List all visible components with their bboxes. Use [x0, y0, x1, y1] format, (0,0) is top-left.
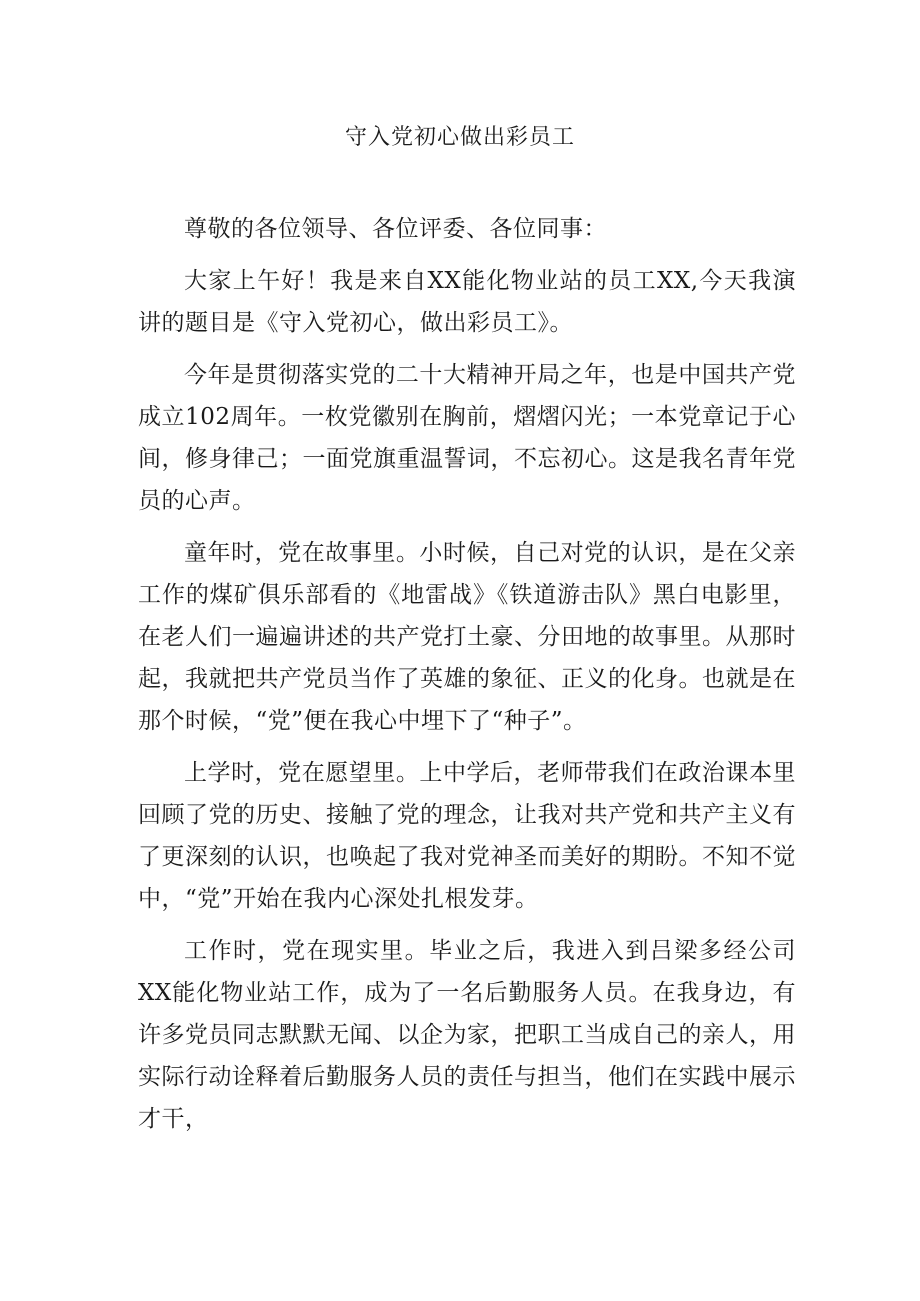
paragraph-work: 工作时，党在现实里。毕业之后，我进入到吕梁多经公司XX能化物业站工作，成为了一名后勤服务人员。在我身边，有许多党员同志默默无闻、以企为家，把职工当成自己的亲人，用实际行动诠释着后勤服务人员的责任与担当，他们在实践中展示才干， [138, 938, 796, 1132]
paragraph-school: 上学时，党在愿望里。上中学后，老师带我们在政治课本里回顾了党的历史、接触了党的理念，让我对共产党和共产主义有了更深刻的认识，也唤起了我对党神圣而美好的期盼。不知不觉中，“党”开始在我内心深处扎根发芽。 [138, 760, 796, 912]
paragraph-childhood: 童年时，党在故事里。小时候，自己对党的认识，是在父亲工作的煤矿俱乐部看的《地雷战》《铁道游击队》黑白电影里，在老人们一遍遍讲述的共产党打土豪、分田地的故事里。从那时起，我就把共产党员当作了英雄的象征、正义的化身。也就是在那个时候，“党”便在我心中埋下了“种子”。 [138, 540, 796, 734]
document-body [138, 208, 796, 1150]
paragraph-anniversary: 今年是贯彻落实党的二十大精神开局之年，也是中国共产党成立102周年。一枚党徽别在胸前，熠熠闪光；一本党章记于心间，修身律己；一面党旗重温誓词，不忘初心。这是我名青年党员的心声。 [138, 362, 796, 514]
document-title: 守入党初心做出彩员工 [344, 125, 575, 150]
paragraph-greeting: 大家上午好！我是来自XX能化物业站的员工XX,今天我演讲的题目是《守入党初心，做出彩员工》。 [138, 268, 796, 336]
paragraph-salutation: 尊敬的各位领导、各位评委、各位同事： [184, 216, 607, 242]
